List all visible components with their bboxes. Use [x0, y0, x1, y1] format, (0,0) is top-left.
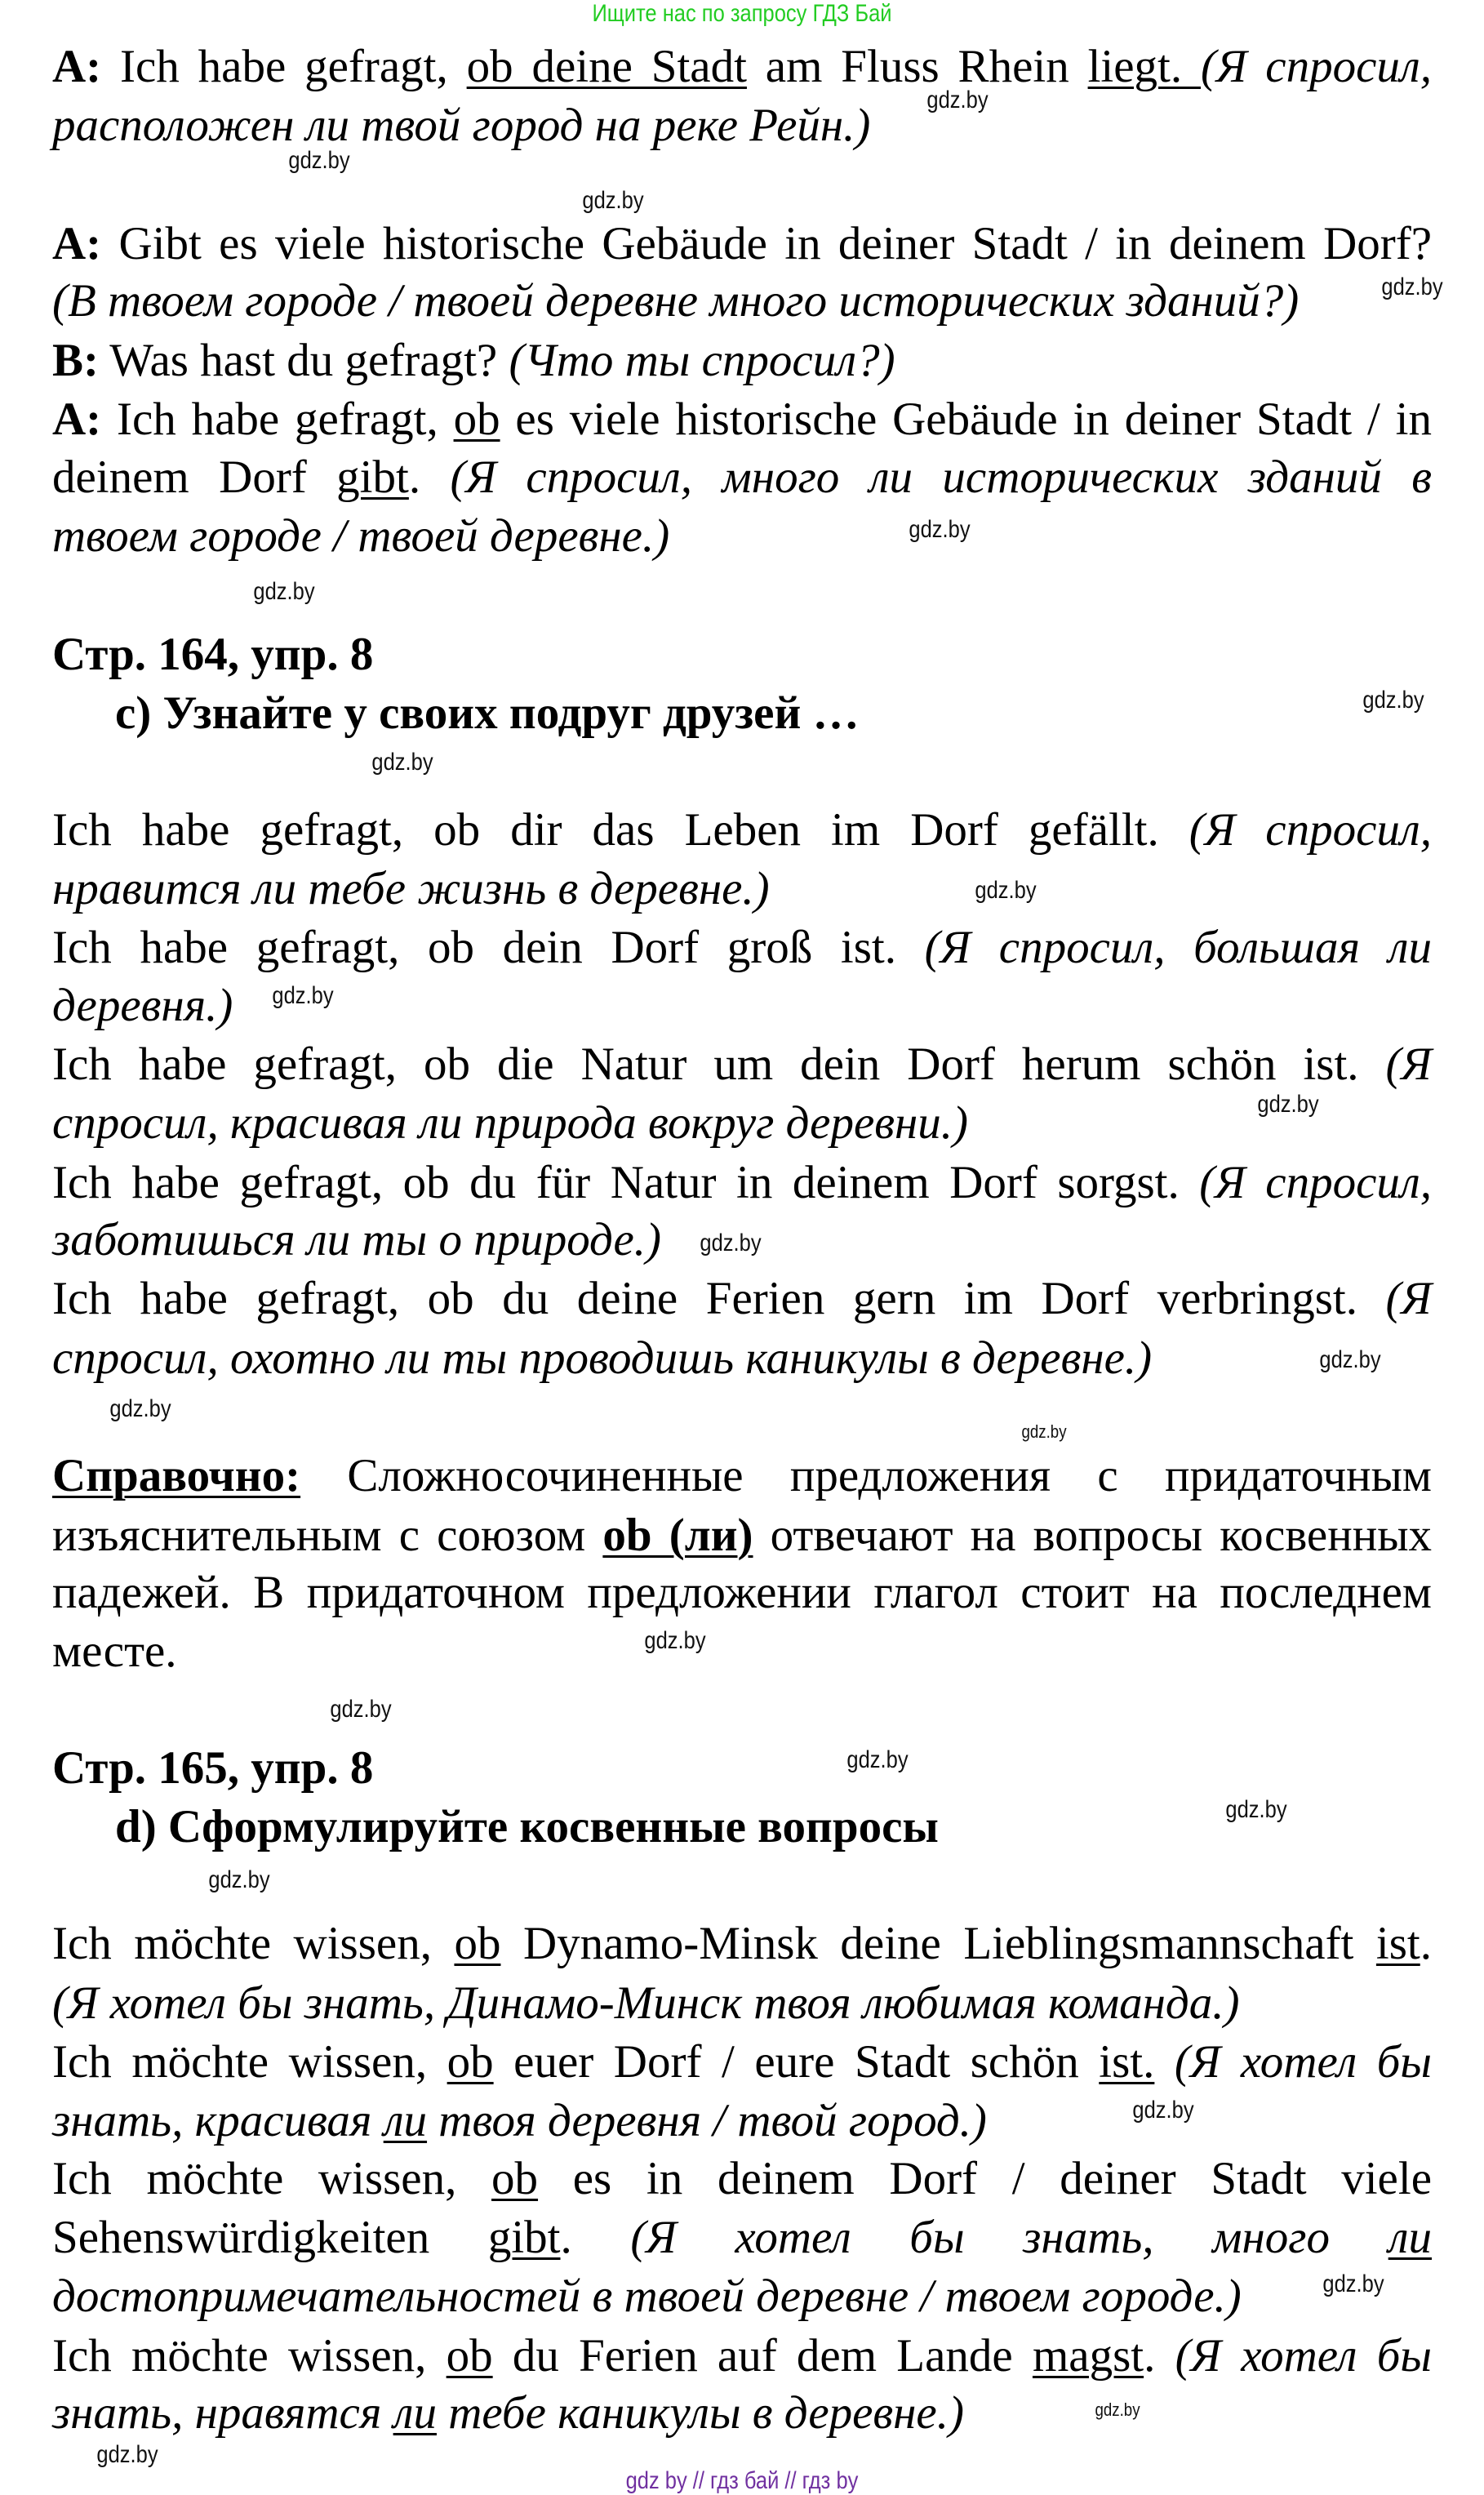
text-segment: Ich habe gefragt, ob du deine Ferien gern im Dorf verbringst.: [52, 1273, 1386, 1325]
translation-text: знать, нравятся: [52, 2386, 393, 2439]
translation-text: спросил, охотно ли ты проводишь каникулы в деревне.): [52, 1332, 1153, 1384]
text-segment: Ich möchte wissen,: [52, 1918, 455, 1970]
watermark-text: gdz.by: [288, 147, 350, 175]
translation-text: (Я спросил, большая ли: [924, 922, 1432, 974]
text-segment: am Fluss Rhein: [746, 41, 1088, 93]
watermark-text: gdz.by: [1362, 687, 1424, 714]
text-line: [52, 2386, 1432, 2440]
text-segment: Сложносочиненные предложения с придаточным: [300, 1450, 1432, 1502]
translation-text: твоем городе / твоей деревне.): [52, 509, 670, 562]
underlined-text: ob (ли): [602, 1509, 753, 1561]
watermark-text: gdz.by: [1381, 273, 1443, 300]
watermark-text: gdz.by: [1322, 2270, 1384, 2297]
translation-text: спросил, красивая ли природа вокруг деревни.): [52, 1097, 969, 1150]
underlined-text: gibt: [487, 2211, 561, 2263]
text-line: [52, 274, 1432, 328]
text-line: [52, 334, 1432, 388]
watermark-text: gdz.by: [109, 1395, 171, 1423]
text-segment: es viele historische Gebäude in deiner Stadt / in: [500, 394, 1433, 446]
translation-text: (Я хотел бы знать, Динамо-Минск твоя любимая команда.): [52, 1977, 1240, 2029]
text-line: [52, 451, 1432, 505]
watermark-text: gdz.by: [272, 981, 335, 1009]
text-segment: Ich möchte wissen,: [52, 2329, 447, 2382]
watermark-text: gdz.by: [253, 578, 315, 606]
underlined-text: ob: [446, 2329, 493, 2382]
text-segment: B:: [52, 334, 99, 386]
watermark-text: gdz.by: [700, 1229, 762, 1256]
text-segment: d) Сформулируйте косвенные вопросы: [115, 1801, 939, 1853]
text-line: [52, 979, 1432, 1033]
translation-text: твоя деревня / твой город.): [427, 2095, 987, 2147]
text-line: [52, 1566, 1432, 1620]
translation-text: тебе каникулы в деревне.): [436, 2386, 964, 2439]
text-segment: Gibt es viele historische Gebäude in deiner Stadt / in deinem Dorf?: [101, 218, 1432, 270]
watermark-text: gdz.by: [926, 87, 989, 114]
watermark-text: gdz.by: [846, 1746, 909, 1774]
text-line: [52, 1509, 1432, 1563]
underlined-text: ob: [453, 394, 500, 446]
watermark-text: gdz.by: [909, 516, 971, 544]
text-segment: deinem Dorf: [52, 451, 337, 503]
header-banner: Ищите нас по запросу ГДЗ Бай: [592, 0, 892, 27]
text-segment: Dynamo-Minsk deine Lieblingsmannschaft: [500, 1918, 1376, 1970]
translation-text: достопримечательностей в твоей деревне / твоем городе.): [52, 2270, 1242, 2323]
translation-text: (Я спросил,: [1189, 803, 1432, 856]
text-segment: A:: [52, 218, 102, 270]
watermark-text: gdz.by: [371, 749, 433, 776]
text-line: [52, 2094, 1432, 2148]
translation-text: (Я спросил,: [1199, 1156, 1432, 1208]
text-line: [52, 1917, 1432, 1971]
text-line: [52, 393, 1432, 447]
section-heading: [52, 1741, 1432, 1795]
underlined-text: Справочно:: [52, 1450, 301, 1502]
watermark-text: gdz.by: [1094, 2399, 1140, 2421]
underlined-text: ob: [491, 2152, 539, 2204]
text-segment: .: [408, 451, 451, 503]
translation-text: (Я: [1385, 1273, 1432, 1325]
text-line: [52, 217, 1432, 271]
text-segment: du Ferien auf dem Lande: [492, 2329, 1033, 2382]
text-segment: A:: [52, 394, 102, 446]
text-segment: Was hast du gefragt?: [99, 334, 509, 386]
text-line: [52, 40, 1432, 94]
underlined-text: ли: [383, 2095, 428, 2147]
text-segment: Ich möchte wissen,: [52, 2035, 447, 2088]
text-segment: .: [1420, 1918, 1432, 1970]
text-segment: падежей. В придаточном предложении глагол стоит на последнем: [52, 1567, 1432, 1619]
underlined-text: ли: [1388, 2211, 1433, 2263]
text-segment: Стр. 164, упр. 8: [52, 628, 374, 680]
watermark-text: gdz.by: [1132, 2096, 1194, 2124]
text-line: [52, 2035, 1432, 2089]
text-line: [52, 509, 1432, 563]
text-segment: A:: [52, 41, 102, 93]
watermark-text: gdz.by: [1021, 1421, 1067, 1442]
text-line: [52, 1156, 1432, 1210]
text-line: [52, 1332, 1432, 1385]
text-segment: Sehenswürdigkeiten: [52, 2211, 488, 2263]
translation-text: знать, красивая: [52, 2095, 384, 2147]
translation-text: (В твоем городе / твоей деревне много исторических зданий?): [52, 275, 1300, 327]
underlined-text: ob: [447, 2035, 494, 2088]
text-segment: отвечают на вопросы косвенных: [753, 1509, 1432, 1561]
footer-banner: gdz by // гдз бай // гдз by: [625, 2467, 859, 2494]
translation-text: нравится ли тебе жизнь в деревне.): [52, 862, 770, 914]
text-line: [52, 1038, 1432, 1092]
text-line: [52, 2329, 1432, 2383]
text-segment: .: [560, 2211, 631, 2263]
watermark-text: gdz.by: [582, 187, 644, 215]
text-line: [52, 862, 1432, 916]
text-line: [52, 803, 1432, 857]
text-line: [52, 1449, 1432, 1503]
text-segment: Ich möchte wissen,: [52, 2152, 492, 2204]
translation-text: расположен ли твой город на реке Рейн.): [52, 100, 871, 152]
text-segment: Ich habe gefragt, ob dein Dorf groß ist.: [52, 922, 925, 974]
watermark-text: gdz.by: [1319, 1345, 1381, 1373]
translation-text: (Я спросил,: [1201, 41, 1433, 93]
text-segment: c) Узнайте у своих подруг друзей …: [115, 687, 860, 739]
underlined-text: ob deine Stadt: [466, 41, 747, 93]
watermark-text: gdz.by: [975, 876, 1037, 904]
text-line: [52, 921, 1432, 975]
watermark-text: gdz.by: [644, 1626, 706, 1654]
underlined-text: ist: [1375, 1918, 1420, 1970]
text-line: [52, 2211, 1432, 2265]
translation-text: (Я хотел бы знать, много: [630, 2211, 1388, 2263]
text-line: [52, 2270, 1432, 2324]
text-segment: .: [1144, 2329, 1175, 2382]
text-line: [52, 1625, 1432, 1679]
section-heading: [115, 687, 1421, 740]
text-line: [52, 1272, 1432, 1326]
text-line: [52, 2152, 1432, 2206]
text-segment: месте.: [52, 1626, 177, 1678]
text-segment: Ich habe gefragt,: [101, 394, 454, 446]
section-heading: [52, 628, 1432, 682]
text-segment: es in deinem Dorf / deiner Stadt viele: [538, 2152, 1432, 2204]
text-segment: Ich habe gefragt, ob du für Natur in deinem Dorf sorgst.: [52, 1156, 1200, 1208]
underlined-text: gibt: [336, 451, 409, 503]
text-segment: Стр. 165, упр. 8: [52, 1742, 374, 1795]
watermark-text: gdz.by: [1257, 1090, 1319, 1118]
translation-text: (Я: [1385, 1038, 1432, 1090]
text-segment: Ich habe gefragt,: [101, 41, 467, 93]
text-line: [52, 1096, 1432, 1150]
underlined-text: ist.: [1099, 2035, 1155, 2088]
watermark-text: gdz.by: [96, 2440, 158, 2468]
watermark-text: gdz.by: [208, 1866, 270, 1893]
underlined-text: magst: [1032, 2329, 1144, 2382]
text-segment: [1154, 2036, 1175, 2088]
translation-text: заботишься ли ты о природе.): [52, 1214, 662, 1266]
text-segment: Ich habe gefragt, ob dir das Leben im Dorf gefällt.: [52, 803, 1189, 856]
translation-text: деревня.): [52, 979, 233, 1031]
translation-text: (Я хотел бы: [1175, 2329, 1433, 2382]
watermark-text: gdz.by: [330, 1695, 392, 1723]
text-segment: euer Dorf / eure Stadt schön: [493, 2035, 1100, 2088]
underlined-text: ob: [454, 1918, 501, 1970]
text-segment: изъяснительным с союзом: [52, 1509, 603, 1561]
translation-text: (Я спросил, много ли исторических зданий в: [450, 451, 1432, 503]
text-line: [52, 99, 1432, 153]
translation-text: (Что ты спросил?): [509, 334, 895, 386]
text-segment: Ich habe gefragt, ob die Natur um dein Dorf herum schön ist.: [52, 1038, 1386, 1090]
underlined-text: ли: [393, 2386, 437, 2439]
underlined-text: liegt.: [1087, 41, 1201, 93]
text-line: [52, 1977, 1432, 2030]
translation-text: (Я хотел бы: [1174, 2035, 1433, 2088]
watermark-text: gdz.by: [1225, 1795, 1287, 1823]
